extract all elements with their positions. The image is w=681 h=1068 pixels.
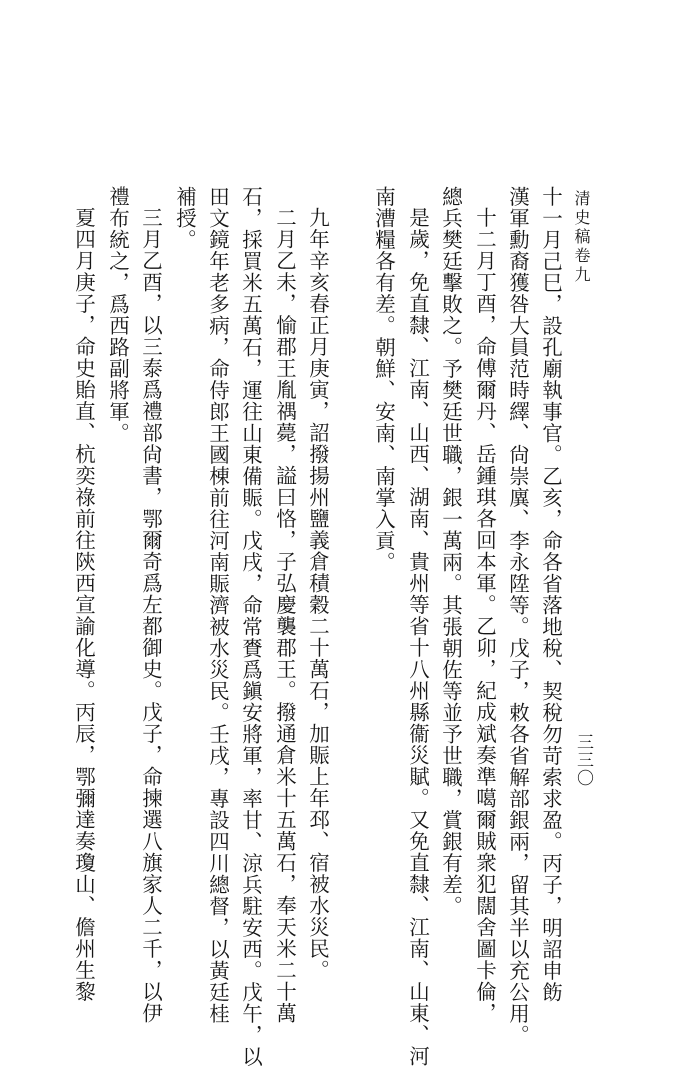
page-number: 三三〇 <box>573 733 593 787</box>
text-column-12: 三月乙酉，以三泰爲禮部尙書，鄂爾奇爲左都御史。戊子，命揀選八旗家人二千，以伊 <box>138 207 163 1024</box>
text-column-5: 是歲，免直隸、江南、山西、湖南、貴州等省十八州縣衞災賦。又免直隸、江南、山東、河 <box>405 207 430 1067</box>
text-column-14: 夏四月庚子，命史貽直、杭奕祿前往陝西宣諭化導。丙辰，鄂彌達奏瓊山、儋州生黎 <box>71 207 96 1003</box>
text-column-7: 九年辛亥春正月庚寅，詔撥揚州鹽義倉積穀二十萬石，加賑上年邳、宿被水災民。 <box>305 207 330 981</box>
text-column-2: 漢軍勳裔獲咎大員范時繹、尙崇廙、李永陞等。戊子，敕各省解部銀兩，留其半以充公用。 <box>505 186 530 1046</box>
book-title-header: 清史稿卷九 <box>572 190 591 285</box>
text-column-4: 總兵樊廷擊敗之。予樊廷世職，銀一萬兩。其張朝佐等並予世職，賞銀有差。 <box>438 186 463 917</box>
text-column-8: 二月乙未，愉郡王胤禑薨，謚曰恪，子弘慶襲郡王。撥通倉米十五萬石，奉天米二十萬 <box>272 207 297 1024</box>
text-column-1: 十一月己巳，設孔廟執事官。乙亥，命各省落地稅、契稅勿苛索求盈。丙子，明詔申飭 <box>538 186 563 1003</box>
text-column-9: 石，採買米五萬石，運往山東備賑。戊戌，命常賚爲鎭安將軍，率甘、涼兵駐安西。戊午，以 <box>238 186 263 1068</box>
text-column-6: 南漕糧各有差。朝鮮、安南、南掌入貢。 <box>371 186 396 573</box>
text-column-10: 田文鏡年老多病，命侍郎王國棟前往河南賑濟被水災民。壬戌，專設四川總督，以黃廷桂 <box>205 186 230 1025</box>
text-column-11: 補授。 <box>172 186 197 251</box>
text-column-13: 禮布統之，爲西路副將軍。 <box>105 186 130 444</box>
text-column-3: 十二月丁酉，命傅爾丹、岳鍾琪各回本軍。乙卯，紀成斌奏準噶爾賊衆犯闊舍圖卡倫， <box>472 207 497 1024</box>
